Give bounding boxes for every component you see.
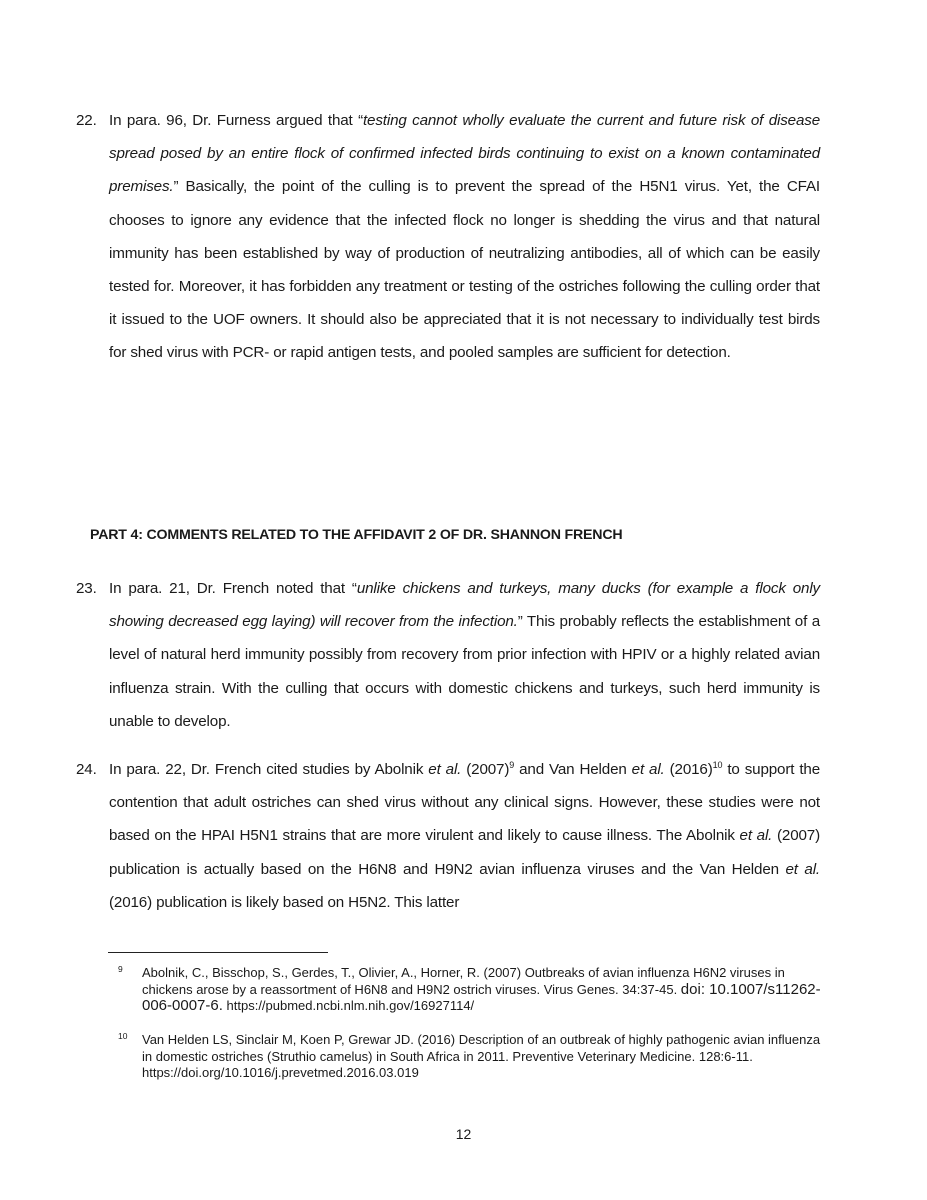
paragraph-number: 24. — [76, 761, 97, 778]
paragraph-22 — [76, 104, 820, 370]
paragraph-number: 22. — [76, 112, 97, 129]
paragraph-body: In para. 21, Dr. French noted that “unlike chickens and turkeys, many ducks (for example a flock only showing decreased egg laying) will recover from the infection.” This probably reflects the establishment of a level of natural herd immunity possibly from recovery from prior infection with HPIV or a highly related avian influenza strain. With the culling that occurs with domestic chickens and turkeys, such herd immunity is unable to develop. — [109, 580, 821, 730]
footnote-text: Van Helden LS, Sinclair M, Koen P, Grewar JD. (2016) Description of an outbreak of highly pathogenic avian influenza in domestic ostriches (Struthio camelus) in South Africa in 2011. Preventive Veterinary Medicine. 128:6-11. https://doi.org/10.1016/j.prevetmed.2016.03.019 — [142, 1032, 821, 1081]
footnote-doi: doi: 10.1007/s11262-006-0007-6. — [142, 980, 821, 1015]
footnote-9 — [118, 965, 828, 1015]
footnote-10 — [118, 1032, 828, 1082]
quotation: unlike chickens and turkeys, many ducks (for example a flock only showing decreased egg laying) will recover from the infection. — [109, 580, 821, 631]
footnote-link[interactable]: https://pubmed.ncbi.nlm.nih.gov/16927114/ — [222, 998, 475, 1014]
footnote-separator — [108, 952, 328, 953]
footnote-number: 10 — [118, 1031, 128, 1041]
paragraph-24 — [76, 753, 820, 919]
paragraph-number: 23. — [76, 580, 97, 597]
footnote-ref-10[interactable]: 10 — [712, 759, 723, 770]
footnote-number: 9 — [118, 964, 123, 974]
paragraph-body: In para. 22, Dr. French cited studies by Abolnik et al. $(2007)^9$ and Van Helden et al. $(2016)^{10}$ to support the contention that adult ostriches can shed virus without any clinical signs. However, these studies were not based on the HPAI H5N1 strains that are more virulent and likely to cause illness. The Abolnik et al. (2007) publication is actually based on the H6N8 and H9N2 avian influenza viruses and the Van Helden et al. (2016) publication is likely based on H5N2. This latter — [109, 759, 821, 911]
paragraph-body: In para. 96, Dr. Furness argued that “testing cannot wholly evaluate the current and future risk of disease spread posed by an entire flock of confirmed infected birds continuing to exist on a known contaminated premises.” Basically, the point of the culling is to prevent the spread of the H5N1 virus. Yet, the CFAI chooses to ignore any evidence that the infected flock no longer is shedding the virus and that natural immunity has been established by way of production of neutralizing antibodies, all of which can be easily tested for. Moreover, it has forbidden any treatment or testing of the ostriches following the culling order that it issued to the UOF owners. It should also be appreciated that it is not necessary to individually test birds for shed virus with PCR- or rapid antigen tests, and pooled samples are sufficient for detection. — [109, 112, 820, 362]
footnote-text: Abolnik, C., Bisschop, S., Gerdes, T., Olivier, A., Horner, R. (2007) Outbreaks of avian influenza H6N2 viruses in chickens arose by a reassortment of H6N8 and H9N2 ostrich viruses. Virus Genes. 34:37-45. doi: 10.1007/s11262-006-0007-6. https://pubmed.ncbi.nlm.nih.gov/16927114/ — [142, 965, 821, 1015]
quotation: testing cannot wholly evaluate the current and future risk of disease spread posed by an entire flock of confirmed infected birds continuing to exist on a known contaminated premises. — [109, 112, 820, 196]
page-number: 12 — [455, 1126, 472, 1142]
footnote-ref-9[interactable]: 9 — [509, 759, 515, 770]
section-heading: PART 4: COMMENTS RELATED TO THE AFFIDAVIT 2 OF DR. SHANNON FRENCH — [90, 527, 623, 543]
paragraph-23 — [76, 572, 820, 738]
